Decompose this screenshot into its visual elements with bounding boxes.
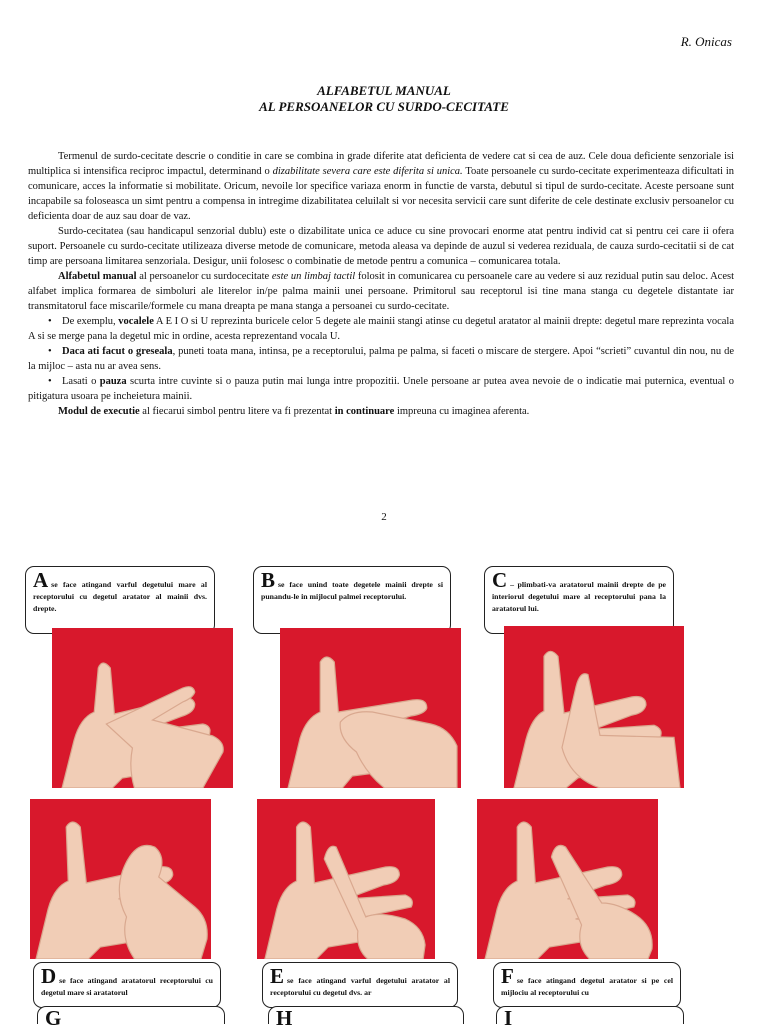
letter-b: B bbox=[261, 568, 276, 592]
bullet-pause: • Lasati o pauza scurta intre cuvinte si o pauza putin mai lunga intre propozitii. Unele persoane ar putea avea nevoie de o indicatie mai puternica, eventual o pitigatura usoara pe incheietura mainii. bbox=[28, 376, 735, 402]
caption-letter-g bbox=[37, 1006, 225, 1030]
letter-d: D bbox=[41, 964, 57, 988]
caption-letter-a: Ase face atingand varful degetului mare al receptorului cu degetul aratator al mainii dvs. drepte. bbox=[25, 566, 215, 634]
photo-letter-d bbox=[30, 799, 211, 959]
letter-i: I bbox=[504, 1006, 513, 1030]
caption-letter-i bbox=[496, 1006, 684, 1030]
paragraph-dual-sensory: Surdo-cecitatea (sau handicapul senzorial dublu) este o dizabilitate unica ce aduce cu sine provocari enorme atat pentru individ cat si pentru cei care ii ofera suport. Persoanele cu surdo-cecitate utilizeaza diverse metode de comunicare, metoda aleasa va depinde de auzul si vederea reziduala, de cauza surdo-cecitatii si de cat timp are persoana limitarea senzoriala. Desigur, unii folosesc o combinatie de metode pentru a comunica – comunicarea totala. bbox=[28, 226, 734, 267]
photo-letter-f bbox=[477, 799, 658, 959]
paragraph-execution: Modul de executie al fiecarui simbol pentru litere va fi prezentat in continuare impreuna cu imaginea aferenta. bbox=[58, 406, 530, 417]
intro-text bbox=[28, 149, 734, 419]
author-name: R. Onicas bbox=[680, 34, 732, 49]
photo-letter-c bbox=[504, 626, 684, 788]
caption-letter-h bbox=[268, 1006, 464, 1030]
bullet-dot: • bbox=[48, 316, 52, 327]
letter-g: G bbox=[45, 1006, 62, 1030]
letter-a: A bbox=[33, 568, 49, 592]
letter-e: E bbox=[270, 964, 285, 988]
caption-letter-d: Dse face atingand aratatorul receptorului cu degetul mare si aratatorul bbox=[33, 962, 221, 1008]
page-number: 2 bbox=[381, 511, 387, 523]
bullet-vowels: • De exemplu, vocalele A E I O si U reprezinta buricele celor 5 degete ale mainii stangi atinse cu degetul aratator al mainii drepte: degetul mare reprezinta vocala A si se merge pana la degetul mic in ordine, acesta reprezentand vocala U. bbox=[28, 316, 734, 342]
letter-h: H bbox=[276, 1006, 293, 1030]
caption-letter-f: Fse face atingand degetul aratator si pe cel mijlociu al receptorului cu bbox=[493, 962, 681, 1008]
title-line-1: ALFABETUL MANUAL bbox=[317, 83, 451, 98]
bullet-dot: • bbox=[48, 376, 52, 387]
photo-letter-a bbox=[52, 628, 233, 788]
document-title bbox=[0, 83, 768, 115]
bullet-mistake: • Daca ati facut o greseala, puneti toata mana, intinsa, pe a receptorului, palma pe palma, si faceti o miscare de stergere. Apoi “scrieti” cuvantul din nou, nu de la mijloc – asta nu ar avea sens. bbox=[28, 346, 734, 372]
photo-letter-e bbox=[257, 799, 435, 959]
letter-c: C bbox=[492, 568, 508, 592]
paragraph-definition: Termenul de surdo-cecitate descrie o conditie in care se combina in grade diferite atat deficienta de vedere cat si cea de auz. Cele doua deficiente senzoriale isi multiplica si intensifica reciproc impactul, determinand o dizabilitate severa care este diferita si unica. Toate persoanele cu surdo-cecitate experimenteaza dificultati in comunicare, acces la informatie si mobilitate. Oricum, nevoile lor specifice variaza enorm in functie de varsta, debutul si tipul de surdo-cecitate. Aceste persoane sunt incapabile sa foloseasca un simt pentru a compensa in intregime dizabilitatea celuilalt si vor necesita servicii care sunt diferite de cele destinate exclusiv persoanelor cu deficienta doar de auz sau doar de vaz. bbox=[28, 151, 735, 222]
photo-letter-b bbox=[280, 628, 461, 788]
caption-letter-b: Bse face unind toate degetele mainii drepte si punandu-le in mijlocul palmei receptorului. bbox=[253, 566, 451, 634]
caption-letter-e: Ese face atingand varful degetului aratator al receptorului cu degetul dvs. ar bbox=[262, 962, 458, 1008]
paragraph-manual-alphabet: Alfabetul manual al persoanelor cu surdocecitate este un limbaj tactil folosit in comunicarea cu persoanele care au vedere si auz rezidual putin sau deloc. Acest alfabet implica formarea de simboluri ale literelor in/pe palma mainii unei persoane. Primitorul sau receptorul isi tine mana stanga cu degetele distantate iar transmitatorul face miscarile/formele cu mana dreapta pe mana stanga a persoanei cu surdo-cecitate. bbox=[28, 271, 734, 312]
letter-f: F bbox=[501, 964, 514, 988]
title-line-2: AL PERSOANELOR CU SURDO-CECITATE bbox=[259, 99, 509, 114]
caption-letter-c: C – plimbati-va aratatorul mainii drepte de pe interiorul degetului mare al receptorului pana la aratatorul lui. bbox=[484, 566, 674, 634]
bullet-dot: • bbox=[48, 346, 52, 357]
